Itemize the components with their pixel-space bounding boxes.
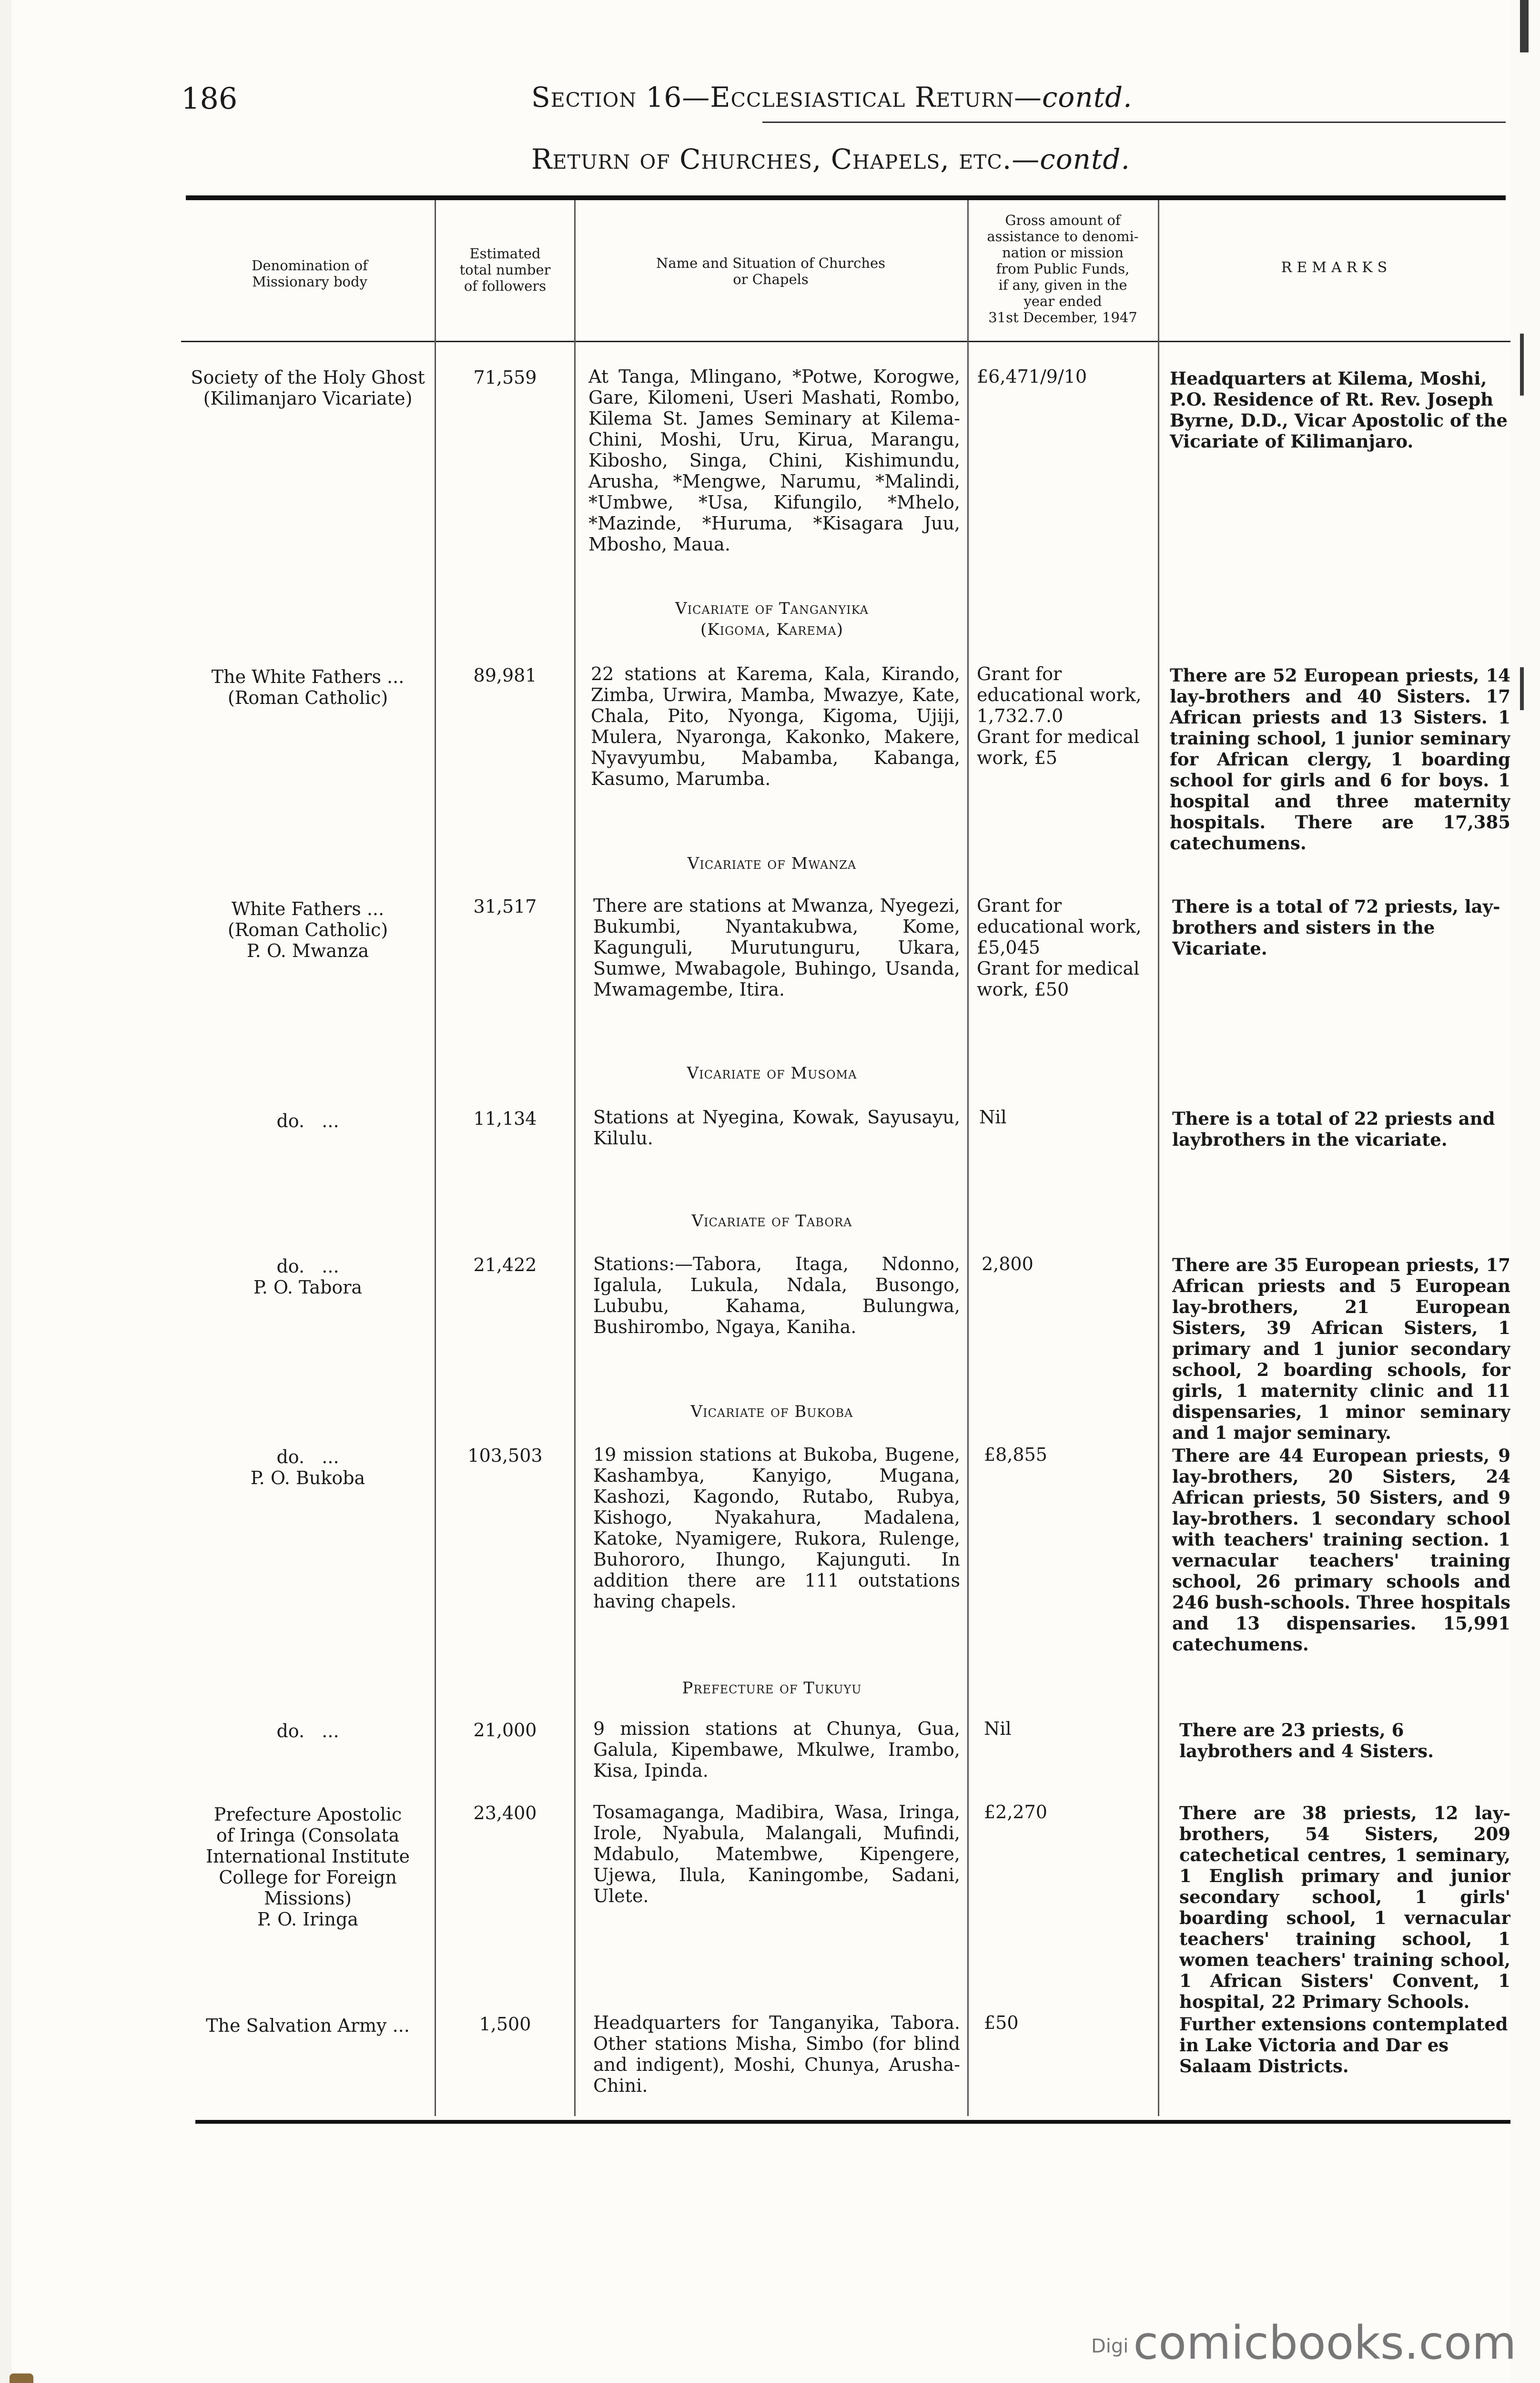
row-remarks: Further extensions contemplated in Lake Victoria and Dar es Salaam Districts. [1179,2014,1508,2077]
scan-stain [10,2373,33,2383]
row-gross: £8,855 [984,1444,1047,1465]
column-header-text: Estimated total number of followers [459,245,551,294]
scan-edge [1510,0,1540,2383]
section-title-contd: contd. [1042,81,1133,113]
row-churches: 9 mission stations at Chunya, Gua, Galula, Kipembawe, Mkulwe, Irambo, Kisa, Ipinda. [593,1718,960,1781]
row-followers: 11,134 [473,1108,537,1129]
scan-edge-mark [1520,667,1524,710]
column-header-remarks [1163,260,1510,276]
column-divider [435,200,436,2116]
row-remarks: There are 52 European priests, 14 lay-brothers and 40 Sisters. 17 African priests and 13 Sisters. 1 training school, 1 junior seminary for African clergy, 1 boarding school for girls and 6 for boys. 1 hospital and three maternity hospitals. There are 17,385 catechumens. [1170,665,1510,854]
row-denomination: do. ... [276,1721,339,1741]
table-top-rule [186,195,1506,200]
row-churches: Headquarters for Tanganyika, Tabora. Other stations Misha, Simbo (for blind and indigent), Moshi, Chunya, Arusha-Chini. [593,2012,960,2096]
watermark-text: comicbooks.com [1133,2316,1517,2370]
row-remarks: There are 38 priests, 12 lay-brothers, 54 Sisters, 209 catechetical centres, 1 seminary, 1 English primary and junior secondary school, 1 girls' boarding school, 1 vernacular teachers' training school, 1 women teachers' training school, 1 African Sisters' Convent, 1 hospital, 22 Primary Schools. [1179,1803,1510,2012]
row-remarks: There are 35 European priests, 17 African priests and 5 European lay-brothers, 21 European Sisters, 39 African Sisters, 1 primary and 1 junior secondary school, 2 boarding schools, for girls, 1 maternity clinic and 11 dispensaries, 1 minor seminary and 1 major seminary. [1172,1254,1510,1443]
column-header-followers [436,245,574,294]
row-denomination: The White Fathers ... (Roman Catholic) [211,666,405,708]
scan-margin [0,0,11,2383]
row-gross: Grant for educational work, £5,045 Grant for medical work, £50 [977,895,1142,1000]
vicariate-heading: Vicariate of Mwanza [687,854,857,873]
column-divider [967,200,969,2116]
column-header-name [577,255,965,287]
column-divider [1158,200,1159,2116]
column-header-text: Name and Situation of Churches or Chapels [656,255,886,287]
row-gross: £50 [984,2012,1019,2033]
header-bottom-rule [181,341,1510,342]
row-denomination: do. ... P. O. Tabora [253,1256,363,1298]
row-denomination: White Fathers ... (Roman Catholic) P. O. Mwanza [227,898,388,961]
row-followers: 71,559 [473,367,537,388]
row-followers: 23,400 [473,1803,537,1823]
row-remarks: There is a total of 72 priests, lay-brothers and sisters in the Vicariate. [1172,896,1500,959]
column-divider [574,200,576,2116]
row-followers: 21,000 [473,1720,537,1741]
row-followers: 89,981 [473,665,537,686]
page-header [181,81,1477,119]
row-churches: At Tanga, Mlingano, *Potwe, Korogwe, Gare, Kilomeni, Useri Mashati, Rombo, Kilema St. James Seminary at Kilema-Chini, Moshi, Uru, Kirua, Marangu, Kibosho, Singa, Chini, Kishimundu, Arusha, *Mengwe, Narumu, *Malindi, *Umbwe, *Usa, Kifungilo, *Mhelo, *Mazinde, *Huruma, *Kisagara Juu, Mbosho, Maua. [588,366,960,555]
row-churches: There are stations at Mwanza, Nyegezi, Bukumbi, Nyantakubwa, Kome, Kagunguli, Murutunguru, Ukara, Sumwe, Mwabagole, Buhingo, Usanda, Mwamagembe, Itira. [593,895,960,1000]
subtitle-contd: contd. [1040,143,1130,175]
row-gross: £2,270 [984,1802,1047,1823]
row-denomination: do. ... P. O. Bukoba [250,1446,365,1488]
row-churches: 22 stations at Karema, Kala, Kirando, Zimba, Urwira, Mamba, Mwazye, Kate, Chala, Pito, Nyonga, Kigoma, Ujiji, Mulera, Nyaronga, Kakonko, Makere, Nyavyumbu, Mabamba, Kabanga, Kasumo, Marumba. [591,663,960,789]
row-gross: Nil [979,1107,1007,1128]
row-gross: 2,800 [982,1253,1033,1274]
column-header-text: Denomination of Missionary body [252,257,368,290]
subtitle-main: Return of Churches, Chapels, etc.— [531,143,1040,175]
row-followers: 103,503 [467,1445,543,1466]
row-followers: 1,500 [479,2014,531,2035]
row-remarks: There are 23 priests, 6 laybrothers and 4 Sisters. [1179,1720,1434,1762]
row-followers: 31,517 [473,896,537,917]
row-churches: 19 mission stations at Bukoba, Bugene, Kashambya, Kanyigo, Mugana, Kashozi, Kagondo, Rutabo, Rubya, Kishogo, Nyakahura, Madalena, Katoke, Nyamigere, Rukora, Rulenge, Buhororo, Ihungo, Kajunguti. In addition there are 111 outstations having chapels. [593,1444,960,1612]
vicariate-heading: Vicariate of Tanganyika (Kigoma, Karema) [675,599,869,639]
column-header-gross [969,212,1157,326]
section-title [531,81,1133,113]
scan-edge-mark [1520,334,1524,396]
vicariate-heading: Vicariate of Bukoba [690,1402,853,1421]
column-header-text: Gross amount of assistance to denomi- nation or mission from Public Funds, if any, given in the year ended 31st December, 1947 [987,212,1139,326]
section-title-main: Section 16—Ecclesiastical Return— [531,81,1042,113]
header-rule [762,122,1506,123]
vicariate-heading: Prefecture of Tukuyu [682,1679,862,1698]
row-churches: Tosamaganga, Madibira, Wasa, Iringa, Irole, Nyabula, Malangali, Mufindi, Mdabulo, Matembwe, Kipengere, Ujewa, Ilula, Kaningombe, Sadani, Ulete. [593,1802,960,1906]
column-header-denomination [191,257,429,290]
column-header-text: REMARKS [1281,259,1392,276]
row-gross: £6,471/9/10 [977,366,1087,387]
row-followers: 21,422 [473,1254,537,1275]
row-denomination: The Salvation Army ... [206,2015,410,2036]
page-number: 186 [181,81,238,116]
table-subtitle [531,143,1130,175]
row-gross: Grant for educational work, 1,732.7.0 Grant for medical work, £5 [977,663,1142,768]
row-denomination: Society of the Holy Ghost (Kilimanjaro Vicariate) [191,367,425,409]
row-denomination: Prefecture Apostolic of Iringa (Consolata International Institute College for Foreign Missions) P. O. Iringa [205,1804,410,1930]
row-churches: Stations at Nyegina, Kowak, Sayusayu, Kilulu. [593,1107,960,1149]
row-churches: Stations:—Tabora, Itaga, Ndonno, Igalula, Lukula, Ndala, Busongo, Lububu, Kahama, Bulungwa, Bushirombo, Ngaya, Kaniha. [593,1253,960,1337]
scan-edge-mark [1520,0,1529,52]
vicariate-heading: Vicariate of Musoma [687,1064,857,1083]
row-remarks: Headquarters at Kilema, Moshi, P.O. Residence of Rt. Rev. Joseph Byrne, D.D., Vicar Apostolic of the Vicariate of Kilimanjaro. [1170,368,1508,452]
watermark-prefix: Digi [1091,2335,1129,2357]
table-bottom-rule [195,2120,1510,2124]
row-remarks: There are 44 European priests, 9 lay-brothers, 20 Sisters, 24 African priests, 50 Sisters, and 9 lay-brothers. 1 secondary school with teachers' training section. 1 vernacular teachers' training school, 26 primary schools and 246 bush-schools. Three hospitals and 13 dispensaries. 15,991 catechumens. [1172,1445,1510,1655]
row-remarks: There is a total of 22 priests and laybrothers in the vicariate. [1172,1108,1495,1150]
row-gross: Nil [984,1718,1012,1739]
row-denomination: do. ... [276,1110,339,1131]
vicariate-heading: Vicariate of Tabora [691,1212,852,1231]
watermark [1091,2316,1516,2370]
